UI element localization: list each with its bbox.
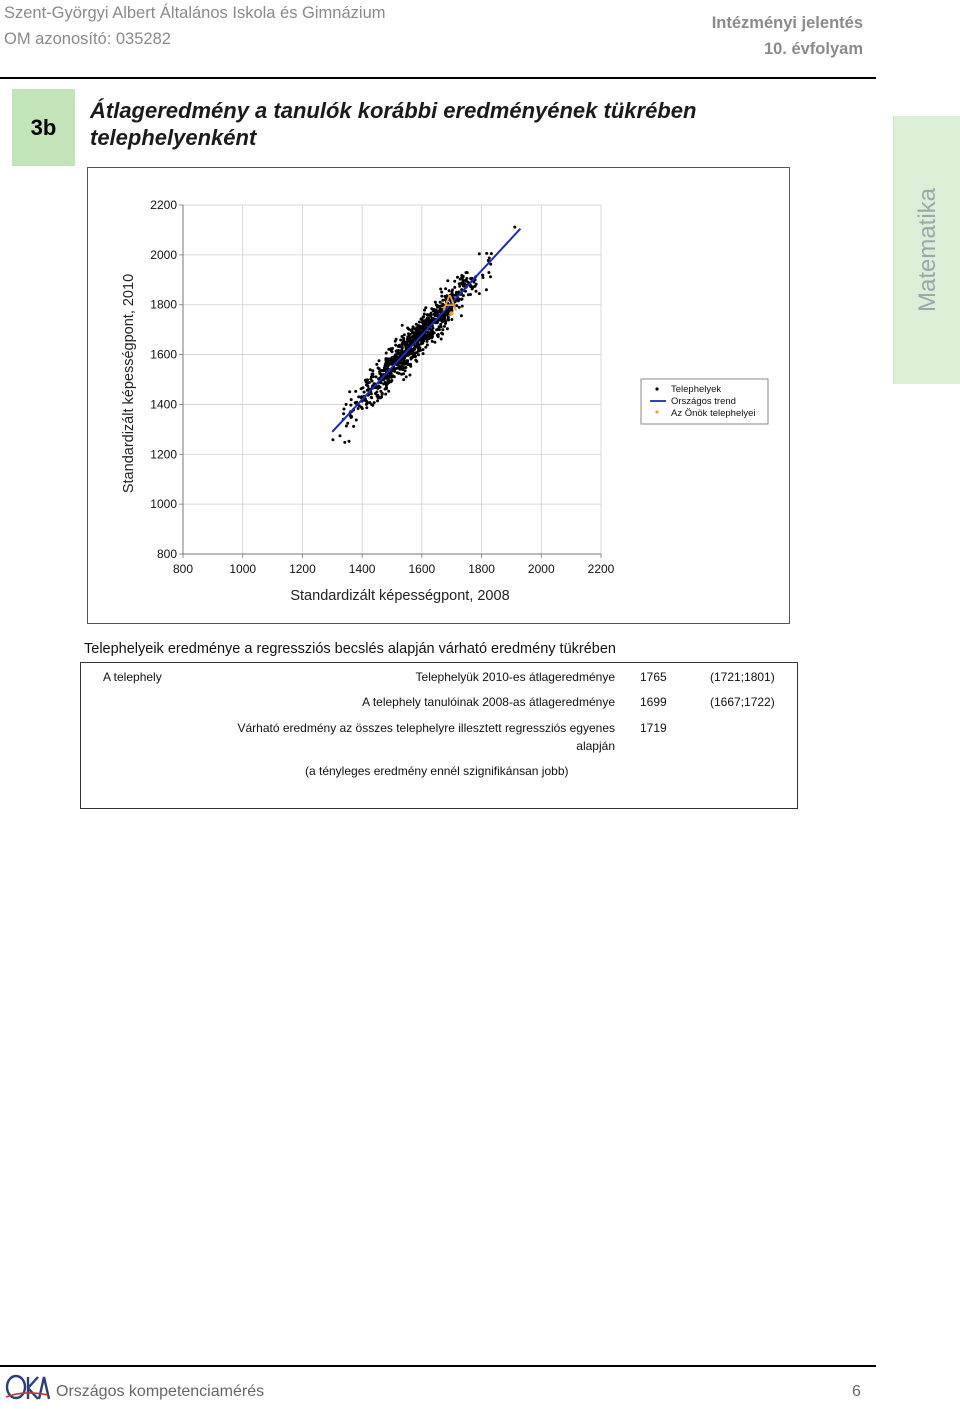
data-point [395,349,398,352]
site-label: A telephely [103,670,162,684]
data-point [362,386,365,389]
data-point [423,313,426,316]
data-point [405,375,408,378]
data-point [462,279,465,282]
data-point [430,320,433,323]
data-point [415,334,418,337]
header-divider [0,77,876,79]
data-point [418,344,421,347]
data-point [368,381,371,384]
trend-line [332,229,520,432]
row1-ci: (1721;1801) [710,670,775,684]
data-point [447,317,450,320]
data-point [435,328,438,331]
data-point [482,276,485,279]
om-id: OM azonosító: 035282 [4,30,171,48]
data-point [386,358,389,361]
legend-marker-own-sites [655,410,658,413]
data-point [426,340,429,343]
data-point [415,331,418,334]
row2-label: A telephely tanulóinak 2008-as átlageredménye [362,695,615,709]
data-point [478,252,481,255]
data-point [369,368,372,371]
data-point [388,379,391,382]
x-tick-label: 800 [172,562,194,576]
data-point [438,319,441,322]
data-point [367,385,370,388]
data-point [409,365,412,368]
data-point [401,342,404,345]
data-point [460,314,463,317]
data-point [461,298,464,301]
data-point [357,407,360,410]
data-point [381,392,384,395]
data-point [350,398,353,401]
okm-logo-icon [4,1372,50,1402]
data-point [446,279,449,282]
data-point [443,325,446,328]
data-point [355,419,358,422]
y-tick-label: 1400 [150,397,177,412]
data-point [375,375,378,378]
data-point [390,350,393,353]
data-point [485,288,488,291]
data-point [439,323,442,326]
y-tick-label: 1200 [150,447,177,462]
data-point [348,440,351,443]
data-point [430,332,433,335]
data-point [373,401,376,404]
data-point [426,343,429,346]
data-point [387,390,390,393]
data-point [465,277,468,280]
data-point [401,346,404,349]
data-point [441,328,444,331]
data-point [385,387,388,390]
section-code-badge: 3b [12,89,75,166]
legend-item-own-sites: Az Önök telephelyei [671,408,756,419]
data-point [469,277,472,280]
page-number: 6 [852,1383,861,1400]
highlight-label: A [442,290,458,316]
data-point [378,359,381,362]
data-point [369,378,372,381]
data-point [422,319,425,322]
row2-value: 1699 [640,695,667,709]
scatter-chart [88,168,789,623]
data-point [391,369,394,372]
data-point [427,335,430,338]
data-point [434,309,437,312]
data-point [370,403,373,406]
x-tick-label: 1200 [289,562,316,576]
data-point [366,389,369,392]
data-point [410,358,413,361]
data-point [405,359,408,362]
section-title [90,97,810,151]
data-point [422,348,425,351]
data-point [419,325,422,328]
data-point [424,306,427,309]
data-point [485,252,488,255]
data-point [375,363,378,366]
row3-label-line2: alapján [576,739,615,753]
data-point [446,327,449,330]
data-point [377,396,380,399]
data-point [345,425,348,428]
data-point [380,396,383,399]
x-tick-label: 1800 [468,562,495,576]
x-tick-label: 1000 [229,562,257,576]
row3-value: 1719 [640,721,667,735]
data-point [398,372,401,375]
data-point [352,425,355,428]
row2-ci: (1667;1722) [710,695,775,709]
data-point [422,315,425,318]
data-point [475,283,478,286]
data-point [458,285,461,288]
data-point [460,274,463,277]
row1-label: Telephelyük 2010-es átlageredménye [415,670,615,684]
footer-text: Országos kompetenciamérés [56,1383,265,1400]
data-point [383,368,386,371]
data-point [432,309,435,312]
data-point [467,293,470,296]
data-point [453,286,456,289]
data-point [331,438,334,441]
data-point [401,350,404,353]
header-left [4,0,386,52]
data-point [463,282,466,285]
data-point [398,345,401,348]
data-point [465,271,468,274]
data-point [458,282,461,285]
y-tick-label: 1600 [150,347,177,362]
data-point [415,323,418,326]
y-tick-label: 1800 [150,297,177,312]
data-point [370,396,373,399]
data-point [450,318,453,321]
y-tick-label: 1000 [150,497,177,512]
data-point [385,352,388,355]
significance-note: (a tényleges eredmény ennél szignifikánsan jobb) [305,764,569,778]
data-point [345,403,348,406]
data-point [404,366,407,369]
data-point [354,390,357,393]
data-point [372,375,375,378]
data-point [401,361,404,364]
data-point [343,441,346,444]
data-point [406,363,409,366]
data-point [415,351,418,354]
footer-divider [0,1365,876,1367]
data-point [418,321,421,324]
data-point [413,348,416,351]
x-tick-label: 2200 [587,562,615,576]
data-point [385,377,388,380]
data-point [462,294,465,297]
section-title-line1: Átlageredmény a tanulók korábbi eredményének tükrében [90,98,697,123]
data-point [422,352,425,355]
data-point [415,326,418,329]
data-point [458,298,461,301]
data-point [401,335,404,338]
data-point [427,317,430,320]
data-point [441,333,444,336]
data-point [342,412,345,415]
data-point [478,292,481,295]
data-point [487,271,490,274]
data-point [458,306,461,309]
data-point [453,280,456,283]
data-point [339,434,342,437]
x-tick-label: 1600 [408,562,436,576]
data-point [394,340,397,343]
data-point [437,333,440,336]
data-point [401,366,404,369]
section-title-line2: telephelyenként [90,125,257,150]
data-point [407,344,410,347]
data-point [434,301,437,304]
header-right [712,0,863,62]
data-point [461,305,464,308]
data-point [402,378,405,381]
data-point [401,324,404,327]
data-point [346,422,349,425]
data-point [394,344,397,347]
data-point [384,393,387,396]
y-tick-label: 2200 [150,198,177,212]
data-point [513,226,516,229]
data-point [475,290,478,293]
y-tick-label: 2000 [150,247,177,262]
data-point [421,339,424,342]
data-point [396,364,399,367]
results-box [80,662,798,809]
data-point [425,321,428,324]
data-point [399,368,402,371]
data-point [440,338,443,341]
data-point [349,404,352,407]
data-point [365,406,368,409]
report-type: Intézményi jelentés [711,14,863,32]
data-point [354,401,357,404]
data-point [357,395,360,398]
data-point [414,359,417,362]
data-point [472,286,475,289]
data-point [365,380,368,383]
data-point [385,363,388,366]
legend-marker-sites [655,387,658,390]
data-point [429,315,432,318]
data-point [489,275,492,278]
row3-label-line1: Várható eredmény az összes telephelyre illesztett regressziós egyenes [237,721,615,735]
results-caption: Telephelyeik eredménye a regressziós becslés alapján várható eredmény tükrében [84,641,616,657]
data-point [456,276,459,279]
y-tick-label: 800 [156,547,177,561]
data-point [348,390,351,393]
data-point [371,369,374,372]
data-point [361,407,364,410]
data-point [412,335,415,338]
legend-item-trend: Országos trend [671,396,736,407]
data-point [390,363,393,366]
data-point [431,340,434,343]
data-point [408,334,411,337]
data-point [408,352,411,355]
data-point [412,325,415,328]
x-tick-label: 1400 [348,562,376,576]
chart-trend [332,229,520,432]
data-point [402,339,405,342]
data-point [406,327,409,330]
data-point [376,399,379,402]
data-point [394,354,397,357]
data-point [343,408,346,411]
subject-side-tab [893,116,960,384]
chart-highlight [442,290,457,315]
data-point [439,301,442,304]
data-point [408,374,411,377]
school-name: Szent-Györgyi Albert Általános Iskola és Gimnázium [4,4,386,22]
data-point [412,355,415,358]
data-point [459,278,462,281]
data-point [363,391,366,394]
data-point [411,330,414,333]
data-point [390,372,393,375]
data-point [488,257,491,260]
y-axis-label: Standardizált képességpont, 2010 [121,273,137,494]
data-point [426,313,429,316]
data-point [490,252,493,255]
data-point [444,320,447,323]
data-point [408,337,411,340]
data-point [436,304,439,307]
legend-item-sites: Telephelyek [671,384,722,395]
data-point [366,402,369,405]
data-point [424,337,427,340]
chart-points [331,226,516,444]
row3-label [237,719,615,755]
scatter-chart-frame [87,167,790,624]
data-point [433,341,436,344]
data-point [384,381,387,384]
data-point [374,392,377,395]
data-point [391,375,394,378]
data-point [387,348,390,351]
data-point [433,331,436,334]
data-point [442,317,445,320]
row1-value: 1765 [640,670,667,684]
grade-label: 10. évfolyam [763,40,863,58]
x-axis-label: Standardizált képességpont, 2008 [290,588,510,604]
x-tick-label: 2000 [527,562,555,576]
subject-label: Matematika [913,187,941,313]
data-point [377,385,380,388]
data-point [399,339,402,342]
chart-legend [641,379,768,424]
